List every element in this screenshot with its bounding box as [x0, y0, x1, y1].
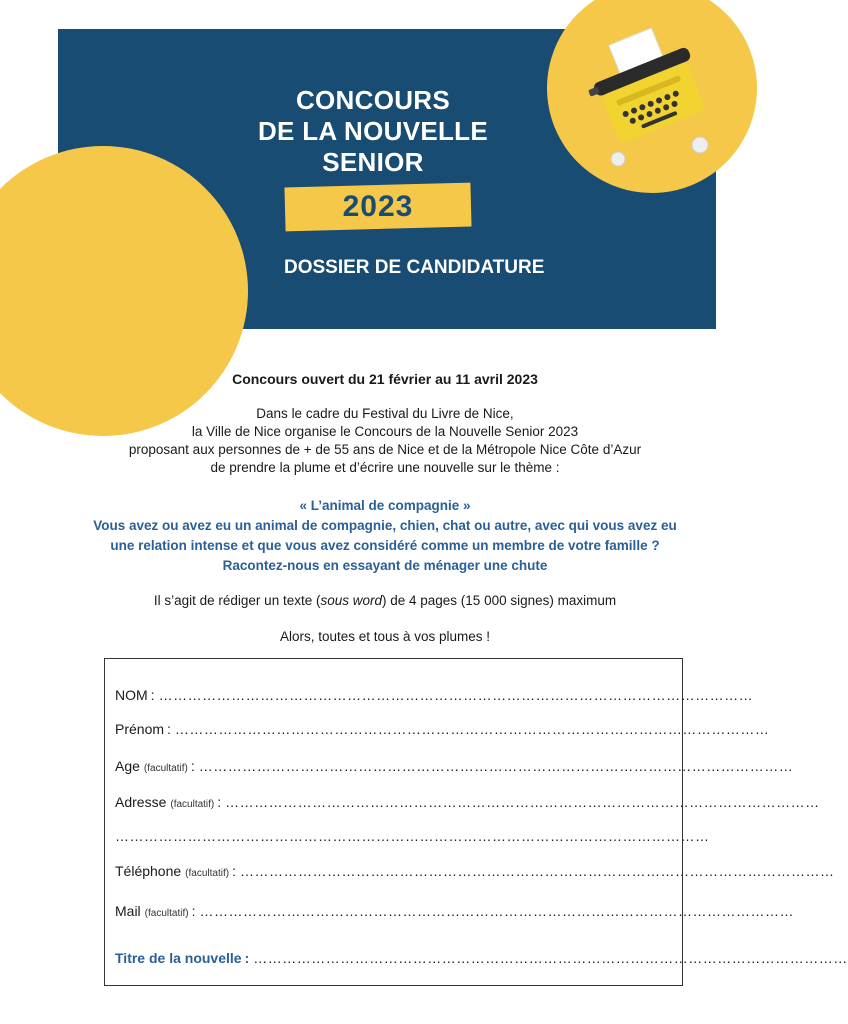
field-telephone[interactable] [115, 860, 835, 882]
field-adresse[interactable] [115, 791, 820, 813]
intro-section [40, 369, 730, 477]
field-label: Adresse [115, 794, 167, 810]
field-dots: …………………………………………………………………………………………………………… [158, 687, 754, 703]
field-note: (facultatif) [143, 763, 188, 774]
banner-title [208, 85, 538, 178]
theme-section [30, 496, 740, 576]
rules-section [40, 591, 730, 647]
header-banner [58, 29, 716, 329]
field-note: (facultatif) [185, 868, 230, 879]
banner-title-line: SENIOR [322, 147, 424, 177]
banner-title-line: DE LA NOUVELLE [257, 116, 489, 146]
intro-line: la Ville de Nice organise le Concours de la Nouvelle Senior 2023 [191, 424, 579, 439]
banner-title-line: CONCOURS [295, 85, 451, 115]
field-titre-nouvelle[interactable] [115, 947, 848, 969]
theme-line: une relation intense et que vous avez considéré comme un membre de votre famille ? [110, 538, 660, 553]
field-label: Titre de la nouvelle [115, 950, 242, 966]
field-prenom[interactable] [115, 718, 770, 740]
field-separator: : [191, 903, 196, 919]
field-nom[interactable] [115, 684, 754, 706]
application-form [104, 658, 848, 986]
theme-line: Racontez-nous en essayant de ménager une chute [222, 558, 548, 573]
field-label: Age [115, 758, 140, 774]
banner-year: 2023 [342, 190, 414, 223]
field-dots: …………………………………………………………………………………………………………… [239, 863, 835, 879]
banner-subtitle: DOSSIER DE CANDIDATURE [284, 257, 545, 278]
theme-line: Vous avez ou avez eu un animal de compagnie, chien, chat ou autre, avec qui vous avez eu [93, 518, 677, 533]
field-separator: : [167, 721, 171, 737]
field-label: NOM [115, 687, 148, 703]
length-rule-text: ) de 4 pages (15 000 signes) maximum [382, 593, 617, 608]
field-separator: : [232, 863, 236, 879]
field-label: Mail [115, 903, 141, 919]
field-note: (facultatif) [170, 799, 215, 810]
length-rule-emphasis: sous word [320, 593, 382, 608]
intro-line: Dans le cadre du Festival du Livre de Nice, [256, 406, 514, 421]
length-rule [40, 591, 730, 611]
closing-line: Alors, toutes et tous à vos plumes ! [279, 629, 491, 644]
field-dots: …………………………………………………………………………………………………………… [174, 721, 770, 737]
length-rule-text: Il s’agit de rédiger un texte ( [153, 593, 321, 608]
field-dots: …………………………………………………………………………………………………………… [225, 794, 820, 810]
field-dots: …………………………………………………………………………………………………………… [115, 828, 710, 844]
field-adresse-continued[interactable] [115, 825, 710, 847]
contest-dates: Concours ouvert du 21 février au 11 avril 2023 [232, 371, 538, 387]
field-separator: : [190, 758, 195, 774]
field-label: Prénom [115, 721, 165, 737]
field-mail[interactable] [115, 900, 794, 922]
field-note: (facultatif) [144, 908, 189, 919]
field-dots: …………………………………………………………………………………………………………… [199, 903, 794, 919]
intro-paragraph [40, 405, 730, 477]
typewriter-icon [588, 29, 716, 189]
field-separator: : [244, 950, 250, 966]
intro-line: proposant aux personnes de + de 55 ans de Nice et de la Métropole Nice Côte d’Azur [128, 442, 642, 457]
field-age[interactable] [115, 755, 794, 777]
field-separator: : [217, 794, 222, 810]
theme-title: « L’animal de compagnie » [299, 498, 471, 513]
intro-line: de prendre la plume et d’écrire une nouvelle sur le thème : [210, 460, 560, 475]
field-label: Téléphone [115, 863, 182, 879]
field-dots: …………………………………………………………………………………………………………… [198, 758, 794, 774]
field-dots: …………………………………………………………………………………………………………… [253, 950, 848, 966]
field-separator: : [150, 687, 155, 703]
